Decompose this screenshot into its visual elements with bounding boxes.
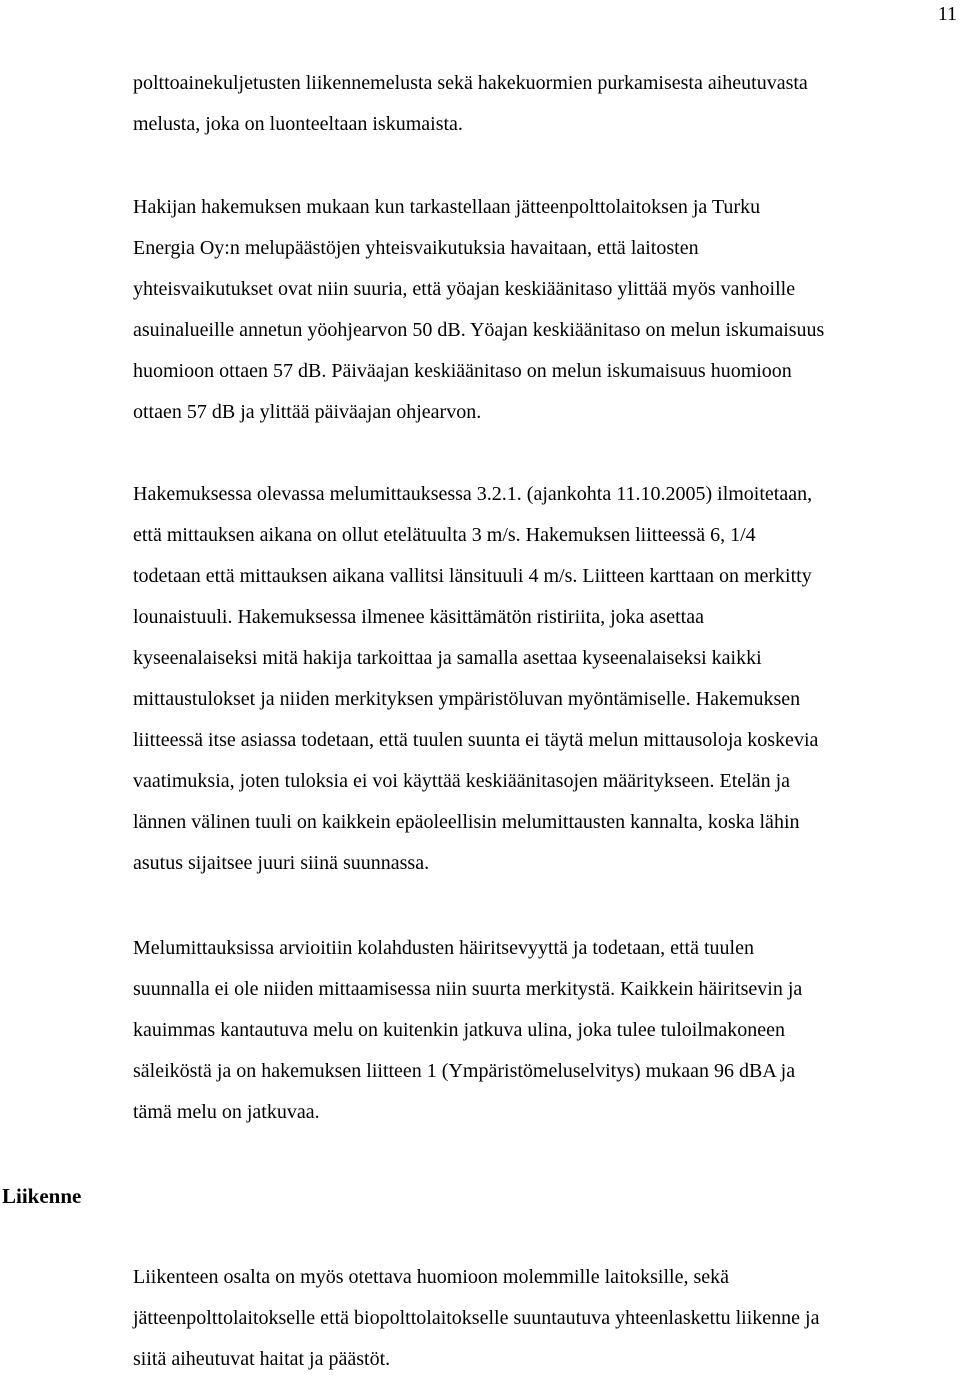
paragraph-traffic (133, 1257, 955, 1380)
text-line: todetaan että mittauksen aikana vallitsi länsituuli 4 m/s. Liitteen karttaan on merkitty (133, 565, 812, 587)
text-line: huomioon ottaen 57 dB. Päiväajan keskiäänitaso on melun iskumaisuus huomioon (133, 360, 792, 382)
page-number: 11 (937, 3, 957, 25)
text-line: siitä aiheutuvat haitat ja päästöt. (133, 1348, 391, 1370)
text-line: Liikenteen osalta on myös otettava huomioon molemmille laitoksille, sekä (133, 1266, 729, 1288)
section-heading: Liikenne (2, 1184, 82, 1208)
text-line: säleiköstä ja on hakemuksen liitteen 1 (Ympäristömeluselvitys) mukaan 96 dBA ja (133, 1060, 796, 1082)
text-line: mittaustulokset ja niiden merkityksen ympäristöluvan myöntämiselle. Hakemuksen (133, 688, 801, 710)
text-line: vaatimuksia, joten tuloksia ei voi käyttää keskiäänitasojen määritykseen. Etelän ja (133, 770, 791, 792)
text-line: että mittauksen aikana on ollut etelätuulta 3 m/s. Hakemuksen liitteessä 6, 1/4 (133, 524, 756, 546)
text-line: Melumittauksissa arvioitiin kolahdusten häiritsevyyttä ja todetaan, että tuulen (133, 937, 754, 959)
paragraph-noise-sources (133, 63, 955, 145)
text-line: polttoainekuljetusten liikennemelusta sekä hakekuormien purkamisesta aiheutuvasta (133, 72, 808, 94)
text-line: jätteenpolttolaitokselle että biopolttolaitokselle suuntautuva yhteenlaskettu liikenne ja (133, 1307, 820, 1329)
paragraph-combined-effects (133, 187, 955, 433)
text-line: Hakijan hakemuksen mukaan kun tarkastellaan jätteenpolttolaitoksen ja Turku (133, 196, 761, 218)
text-line: kauimmas kantautuva melu on kuitenkin jatkuva ulina, joka tulee tuloilmakoneen (133, 1019, 786, 1041)
text-line: Energia Oy:n melupäästöjen yhteisvaikutuksia havaitaan, että laitosten (133, 237, 699, 259)
text-line: lännen välinen tuuli on kaikkein epäoleellisin melumittausten kannalta, koska lähin (133, 811, 800, 833)
text-line: yhteisvaikutukset ovat niin suuria, että yöajan keskiäänitaso ylittää myös vanhoille (133, 278, 796, 300)
text-line: asutus sijaitsee juuri siinä suunnassa. (133, 852, 430, 874)
text-line: asuinalueille annetun yöohjearvon 50 dB. Yöajan keskiäänitaso on melun iskumaisuus (133, 319, 825, 341)
text-line: melusta, joka on luonteeltaan iskumaista. (133, 113, 463, 135)
text-line: Hakemuksessa olevassa melumittauksessa 3.2.1. (ajankohta 11.10.2005) ilmoitetaan, (133, 483, 813, 505)
text-line: ottaen 57 dB ja ylittää päiväajan ohjearvon. (133, 401, 482, 423)
paragraph-measurement-contradiction (133, 474, 955, 884)
text-line: tämä melu on jatkuvaa. (133, 1101, 320, 1123)
text-line: liitteessä itse asiassa todetaan, että tuulen suunta ei täytä melun mittausoloja koskevia (133, 729, 819, 751)
text-line: kyseenalaiseksi mitä hakija tarkoittaa ja samalla asettaa kyseenalaiseksi kaikki (133, 647, 762, 669)
text-line: suunnalla ei ole niiden mittaamisessa niin suurta merkitystä. Kaikkein häiritsevin ja (133, 978, 803, 1000)
paragraph-impact-noise (133, 928, 955, 1133)
text-line: lounaistuuli. Hakemuksessa ilmenee käsittämätön ristiriita, joka asettaa (133, 606, 704, 628)
